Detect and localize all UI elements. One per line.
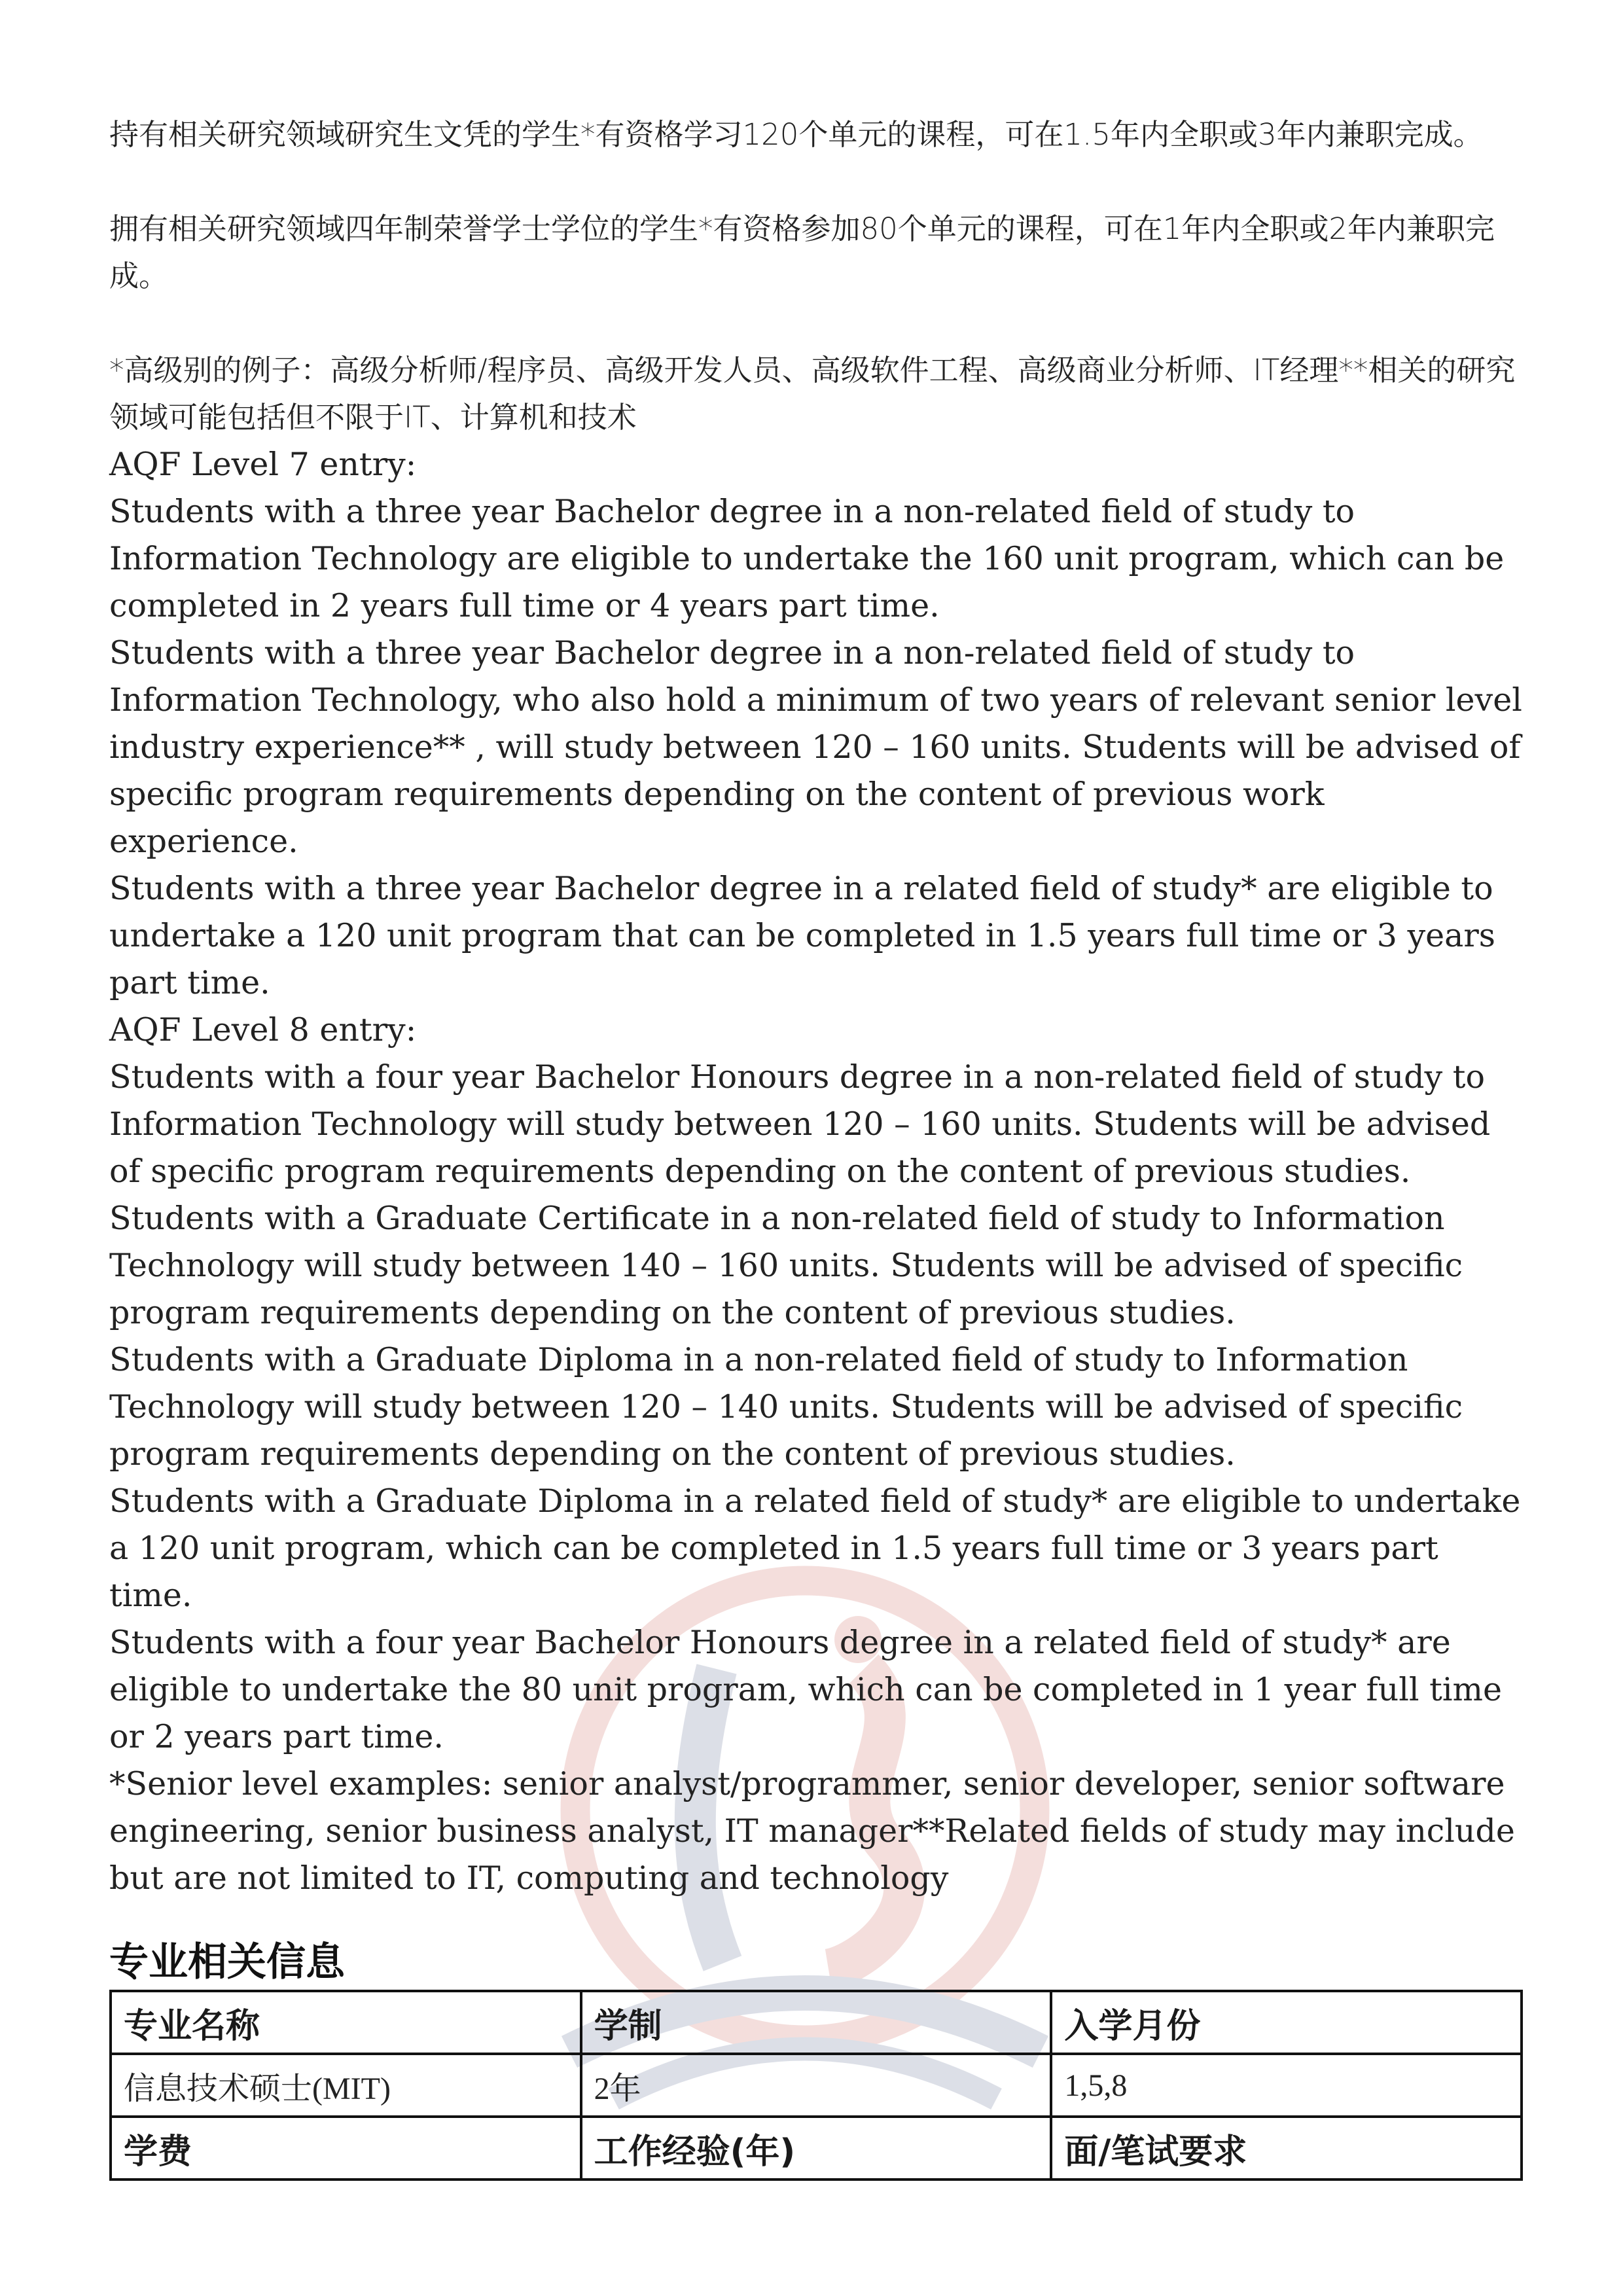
- table-row: [111, 2117, 1522, 2179]
- table-header-cell: 入学月份: [1051, 1991, 1522, 2054]
- cn-paragraph-1: 持有相关研究领域研究生文凭的学生*有资格学习120个单元的课程，可在1.5年内全职或3年内兼职完成。: [109, 117, 1483, 152]
- table-header-cell: 学制: [581, 1991, 1052, 2054]
- program-info-table: [109, 1990, 1523, 2181]
- en-paragraph-8: Students with a four year Bachelor Honours degree in a related field of study* are eligible to undertake the 80 unit program, which can be completed in 1 year full time or 2 years part time.: [109, 1624, 1502, 1755]
- en-paragraph-5: Students with a Graduate Certificate in a non-related field of study to Information Technology will study between 140 – 160 units. Students will be advised of specific program requirements depending on the content of previous studies.: [109, 1200, 1463, 1331]
- en-paragraph-2: Students with a three year Bachelor degree in a non-related field of study to Information Technology, who also hold a minimum of two years of relevant senior level industry experience** , will study between 120 – 160 units. Students will be advised of specific program requirements depending on the content of previous work experience.: [109, 634, 1522, 860]
- main-content: [109, 111, 1523, 1902]
- en-paragraph-1: Students with a three year Bachelor degree in a non-related field of study to Information Technology are eligible to undertake the 160 unit program, which can be completed in 2 years full time or 4 years part time.: [109, 493, 1505, 624]
- table-header-cell: 学费: [111, 2117, 581, 2179]
- table-header-cell: 专业名称: [111, 1991, 581, 2054]
- table-cell: 1,5,8: [1051, 2054, 1522, 2117]
- table-header-cell: 面/笔试要求: [1051, 2117, 1522, 2179]
- en-paragraph-6: Students with a Graduate Diploma in a non-related field of study to Information Technology will study between 120 – 140 units. Students will be advised of specific program requirements depending on the content of previous studies.: [109, 1341, 1463, 1473]
- aqf8-heading: AQF Level 8 entry:: [109, 1011, 417, 1049]
- en-paragraph-7: Students with a Graduate Diploma in a related field of study* are eligible to undertake a 120 unit program, which can be completed in 1.5 years full time or 3 years part time.: [109, 1482, 1521, 1614]
- table-row: [111, 2054, 1522, 2117]
- table-row: [111, 1991, 1522, 2054]
- aqf7-heading: AQF Level 7 entry:: [109, 446, 417, 483]
- table-cell: 信息技术硕士(MIT): [111, 2054, 581, 2117]
- cn-note: *高级别的例子：高级分析师/程序员、高级开发人员、高级软件工程、高级商业分析师、IT经理**相关的研究领域可能包括但不限于IT、计算机和技术: [109, 353, 1516, 435]
- section-title: 专业相关信息: [109, 1939, 345, 1985]
- cn-paragraph-2: 拥有相关研究领域四年制荣誉学士学位的学生*有资格参加80个单元的课程，可在1年内全职或2年内兼职完成。: [109, 211, 1495, 293]
- en-paragraph-3: Students with a three year Bachelor degree in a related field of study* are eligible to undertake a 120 unit program that can be completed in 1.5 years full time or 3 years part time.: [109, 870, 1495, 1001]
- en-note: *Senior level examples: senior analyst/programmer, senior developer, senior software engineering, senior business analyst, IT manager**Related fields of study may include but are not limited to IT, computing and technology: [109, 1765, 1515, 1897]
- table-header-cell: 工作经验(年): [581, 2117, 1052, 2179]
- table-cell: 2年: [581, 2054, 1052, 2117]
- en-paragraph-4: Students with a four year Bachelor Honours degree in a non-related field of study to Information Technology will study between 120 – 160 units. Students will be advised of specific program requirements depending on the content of previous studies.: [109, 1058, 1491, 1190]
